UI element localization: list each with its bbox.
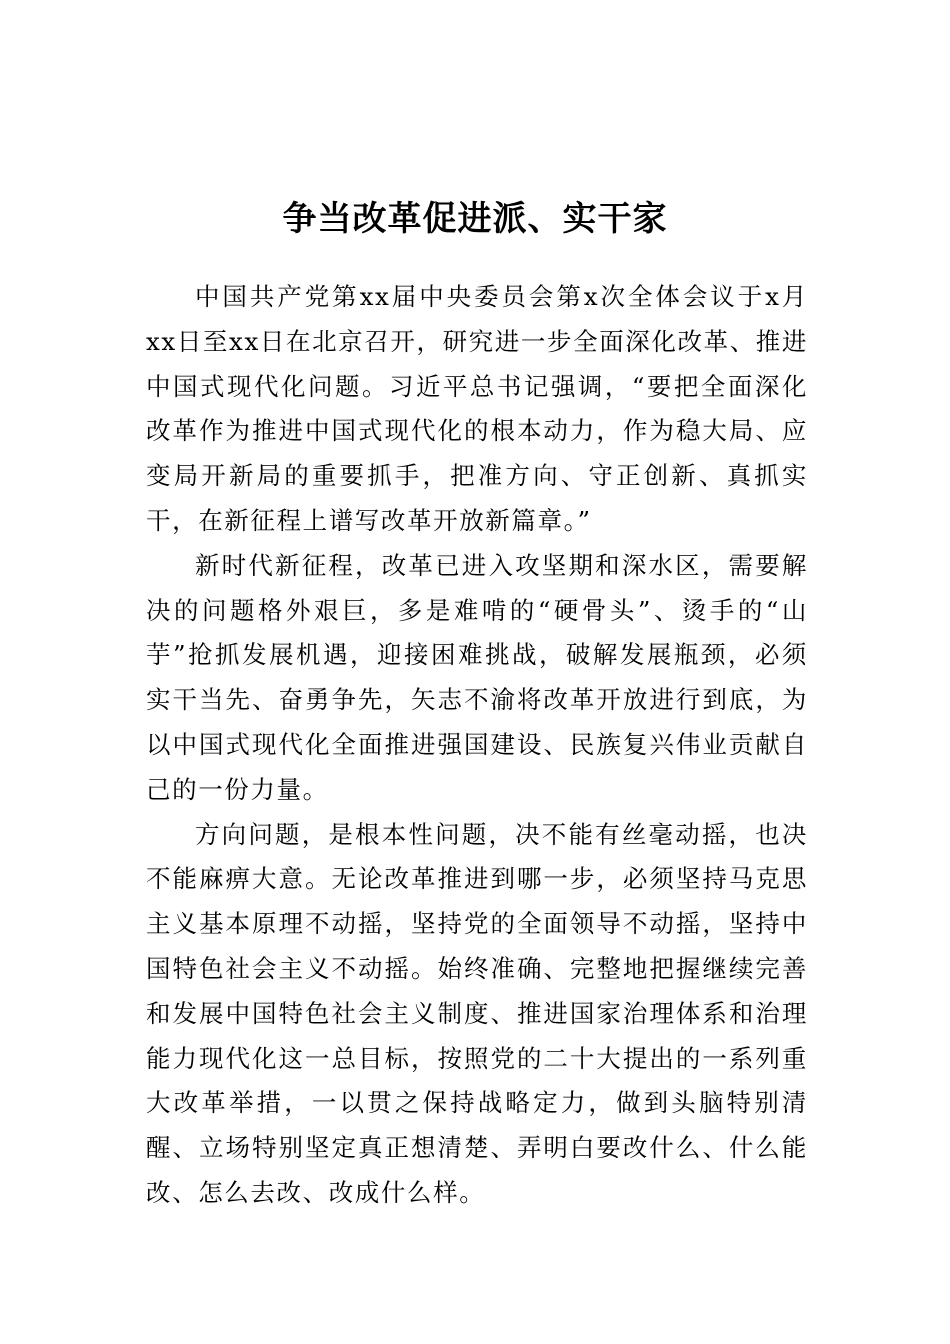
document-body [146, 275, 808, 1216]
paragraph-2: 新时代新征程，改革已进入攻坚期和深水区，需要解决的问题格外艰巨，多是难啃的“硬骨头”、烫手的“山芋”抢抓发展机遇，迎接困难挑战，破解发展瓶颈，必须实干当先、奋勇争先，矢志不渝将改革开放进行到底，为以中国式现代化全面推进强国建设、民族复兴伟业贡献自己的一份力量。 [146, 550, 808, 804]
document-title: 争当改革促进派、实干家 [282, 198, 668, 239]
paragraph-3: 方向问题，是根本性问题，决不能有丝毫动摇，也决不能麻痹大意。无论改革推进到哪一步，必须坚持马克思主义基本原理不动摇，坚持党的全面领导不动摇，坚持中国特色社会主义不动摇。始终准确、完整地把握继续完善和发展中国特色社会主义制度、推进国家治理体系和治理能力现代化这一总目标，按照党的二十大提出的一系列重大改革举措，一以贯之保持战略定力，做到头脑特别清醒、立场特别坚定真正想清楚、弄明白要改什么、什么能改、怎么去改、改成什么样。 [146, 819, 808, 1207]
paragraph-1: 中国共产党第xx届中央委员会第x次全体会议于x月xx日至xx日在北京召开，研究进一步全面深化改革、推进中国式现代化问题。习近平总书记强调，“要把全面深化改革作为推进中国式现代化的根本动力，作为稳大局、应变局开新局的重要抓手，把准方向、守正创新、真抓实干，在新征程上谱写改革开放新篇章。” [146, 282, 808, 535]
